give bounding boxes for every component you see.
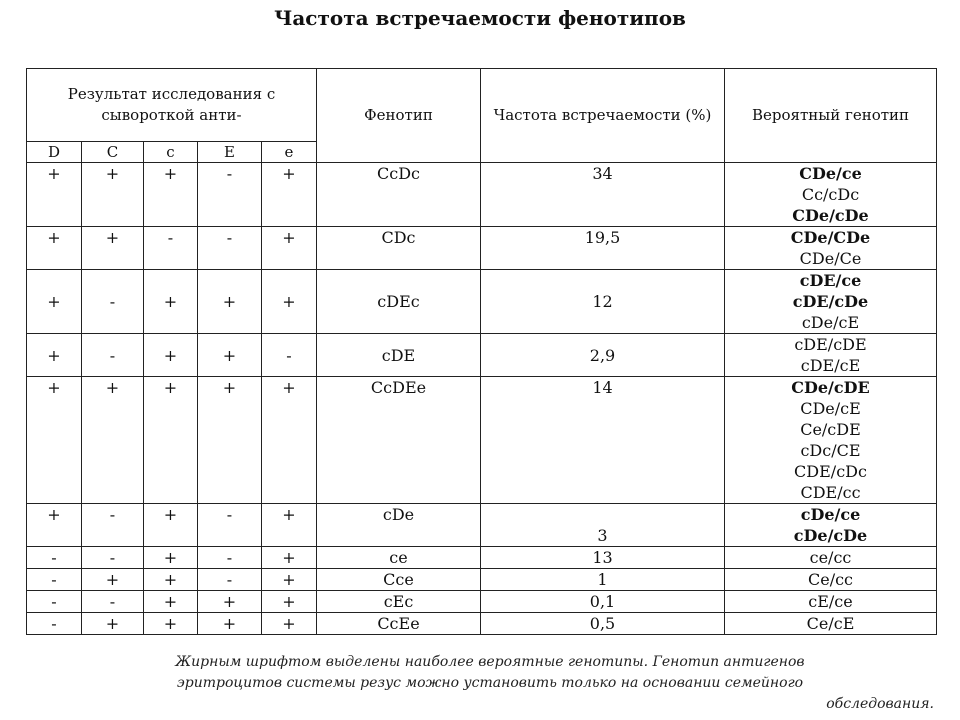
reaction-cell: + xyxy=(27,163,82,227)
frequency-cell: 3 xyxy=(481,504,725,547)
genotype-cell xyxy=(725,547,937,569)
reaction-cell: + xyxy=(144,334,198,377)
reaction-cell: + xyxy=(82,613,144,635)
genotype-cell xyxy=(725,613,937,635)
phenotype-cell: ce xyxy=(317,547,481,569)
genotype-item: cDE/cDE xyxy=(794,335,867,354)
genotype-item: ce/cc xyxy=(809,548,852,567)
reaction-cell: - xyxy=(144,227,198,270)
reaction-cell: + xyxy=(82,569,144,591)
reaction-cell: + xyxy=(82,227,144,270)
genotype-item: cDE/cE xyxy=(800,356,861,375)
genotype-item: CDe/cDe xyxy=(792,206,869,225)
phenotype-cell: CcDEe xyxy=(317,377,481,504)
genotype-item: cDe/cE xyxy=(801,313,860,332)
phenotype-cell: CcDc xyxy=(317,163,481,227)
phenotype-cell: CDc xyxy=(317,227,481,270)
reaction-cell: + xyxy=(27,377,82,504)
antiserum-label: e xyxy=(262,142,317,163)
genotype-item: CDE/cDc xyxy=(794,462,867,481)
genotype-item: CDe/cE xyxy=(800,399,861,418)
genotype-item: CDE/cc xyxy=(800,483,861,502)
reaction-cell: - xyxy=(262,334,317,377)
reaction-cell: + xyxy=(144,163,198,227)
genotype-item: cE/ce xyxy=(808,592,853,611)
table-row xyxy=(27,613,937,635)
genotype-cell xyxy=(725,591,937,613)
header-genotype: Вероятный генотип xyxy=(725,69,937,163)
reaction-cell: - xyxy=(27,547,82,569)
phenotype-cell: Cce xyxy=(317,569,481,591)
reaction-cell: - xyxy=(82,504,144,547)
reaction-cell: + xyxy=(144,504,198,547)
reaction-cell: + xyxy=(262,270,317,334)
antiserum-label: c xyxy=(144,142,198,163)
antiserum-label: C xyxy=(82,142,144,163)
genotype-cell xyxy=(725,569,937,591)
genotype-item: CDe/CDe xyxy=(790,228,871,247)
phenotype-frequency-table xyxy=(26,68,937,635)
table-row xyxy=(27,227,937,270)
footnote-line: обследования. xyxy=(826,696,934,712)
reaction-cell: + xyxy=(262,547,317,569)
table-row xyxy=(27,569,937,591)
table-row xyxy=(27,377,937,504)
reaction-cell: - xyxy=(27,569,82,591)
genotype-cell xyxy=(725,377,937,504)
table-row xyxy=(27,547,937,569)
reaction-cell: - xyxy=(82,334,144,377)
frequency-cell: 0,1 xyxy=(481,591,725,613)
genotype-cell xyxy=(725,270,937,334)
frequency-cell: 19,5 xyxy=(481,227,725,270)
phenotype-cell: cDE xyxy=(317,334,481,377)
footnote-line: эритроцитов системы резус можно установить только на основании семейного xyxy=(176,675,804,691)
reaction-cell: + xyxy=(144,547,198,569)
frequency-cell: 0,5 xyxy=(481,613,725,635)
antiserum-label: E xyxy=(198,142,262,163)
reaction-cell: + xyxy=(144,569,198,591)
reaction-cell: - xyxy=(198,547,262,569)
genotype-item: cDc/CE xyxy=(800,441,861,460)
phenotype-cell: cDe xyxy=(317,504,481,547)
genotype-item: cDe/ce xyxy=(800,505,861,524)
genotype-item: CDe/cDE xyxy=(791,378,870,397)
genotype-cell xyxy=(725,334,937,377)
reaction-cell: + xyxy=(144,270,198,334)
genotype-item: Ce/cE xyxy=(806,614,855,633)
reaction-cell: - xyxy=(198,504,262,547)
reaction-cell: + xyxy=(262,569,317,591)
reaction-cell: - xyxy=(27,591,82,613)
reaction-cell: + xyxy=(198,334,262,377)
table-row xyxy=(27,270,937,334)
footnote-line: Жирным шрифтом выделены наиболее вероятные генотипы. Генотип антигенов xyxy=(175,654,805,670)
reaction-cell: + xyxy=(262,504,317,547)
genotype-cell xyxy=(725,504,937,547)
table-row xyxy=(27,591,937,613)
reaction-cell: - xyxy=(82,270,144,334)
reaction-cell: + xyxy=(27,227,82,270)
genotype-item: cDe/cDe xyxy=(793,526,868,545)
reaction-cell: + xyxy=(262,613,317,635)
reaction-cell: + xyxy=(27,504,82,547)
reaction-cell: + xyxy=(27,270,82,334)
reaction-cell: + xyxy=(198,591,262,613)
table-row xyxy=(27,163,937,227)
reaction-cell: + xyxy=(198,613,262,635)
table-row xyxy=(27,504,937,547)
reaction-cell: - xyxy=(198,569,262,591)
reaction-cell: - xyxy=(198,163,262,227)
table-row xyxy=(27,334,937,377)
antiserum-label: D xyxy=(27,142,82,163)
genotype-cell xyxy=(725,227,937,270)
reaction-cell: + xyxy=(262,377,317,504)
frequency-cell: 34 xyxy=(481,163,725,227)
reaction-cell: + xyxy=(144,591,198,613)
reaction-cell: + xyxy=(144,613,198,635)
reaction-cell: + xyxy=(82,377,144,504)
genotype-item: CDe/ce xyxy=(799,164,862,183)
reaction-cell: + xyxy=(27,334,82,377)
genotype-item: cDE/cDe xyxy=(792,292,869,311)
frequency-cell: 13 xyxy=(481,547,725,569)
reaction-cell: - xyxy=(27,613,82,635)
reaction-cell: - xyxy=(198,227,262,270)
genotype-item: cDE/ce xyxy=(799,271,862,290)
reaction-cell: + xyxy=(198,270,262,334)
genotype-item: Ce/cDE xyxy=(800,420,861,439)
reaction-cell: - xyxy=(82,547,144,569)
reaction-cell: + xyxy=(262,163,317,227)
frequency-cell: 1 xyxy=(481,569,725,591)
frequency-cell: 12 xyxy=(481,270,725,334)
genotype-item: Cc/cDc xyxy=(801,185,860,204)
phenotype-cell: cEc xyxy=(317,591,481,613)
reaction-cell: + xyxy=(262,227,317,270)
phenotype-cell: cDEc xyxy=(317,270,481,334)
frequency-cell: 2,9 xyxy=(481,334,725,377)
reaction-cell: - xyxy=(82,591,144,613)
header-phenotype: Фенотип xyxy=(317,69,481,163)
genotype-cell xyxy=(725,163,937,227)
phenotype-cell: CcEe xyxy=(317,613,481,635)
header-result: Результат исследования с сывороткой анти- xyxy=(27,69,317,142)
reaction-cell: + xyxy=(82,163,144,227)
page-title: Частота встречаемости фенотипов xyxy=(274,6,686,30)
frequency-cell: 14 xyxy=(481,377,725,504)
reaction-cell: + xyxy=(144,377,198,504)
genotype-item: CDe/Ce xyxy=(799,249,862,268)
reaction-cell: + xyxy=(198,377,262,504)
reaction-cell: + xyxy=(262,591,317,613)
footnote xyxy=(40,652,940,715)
header-frequency: Частота встречаемости (%) xyxy=(481,69,725,163)
genotype-item: Ce/cc xyxy=(807,570,854,589)
